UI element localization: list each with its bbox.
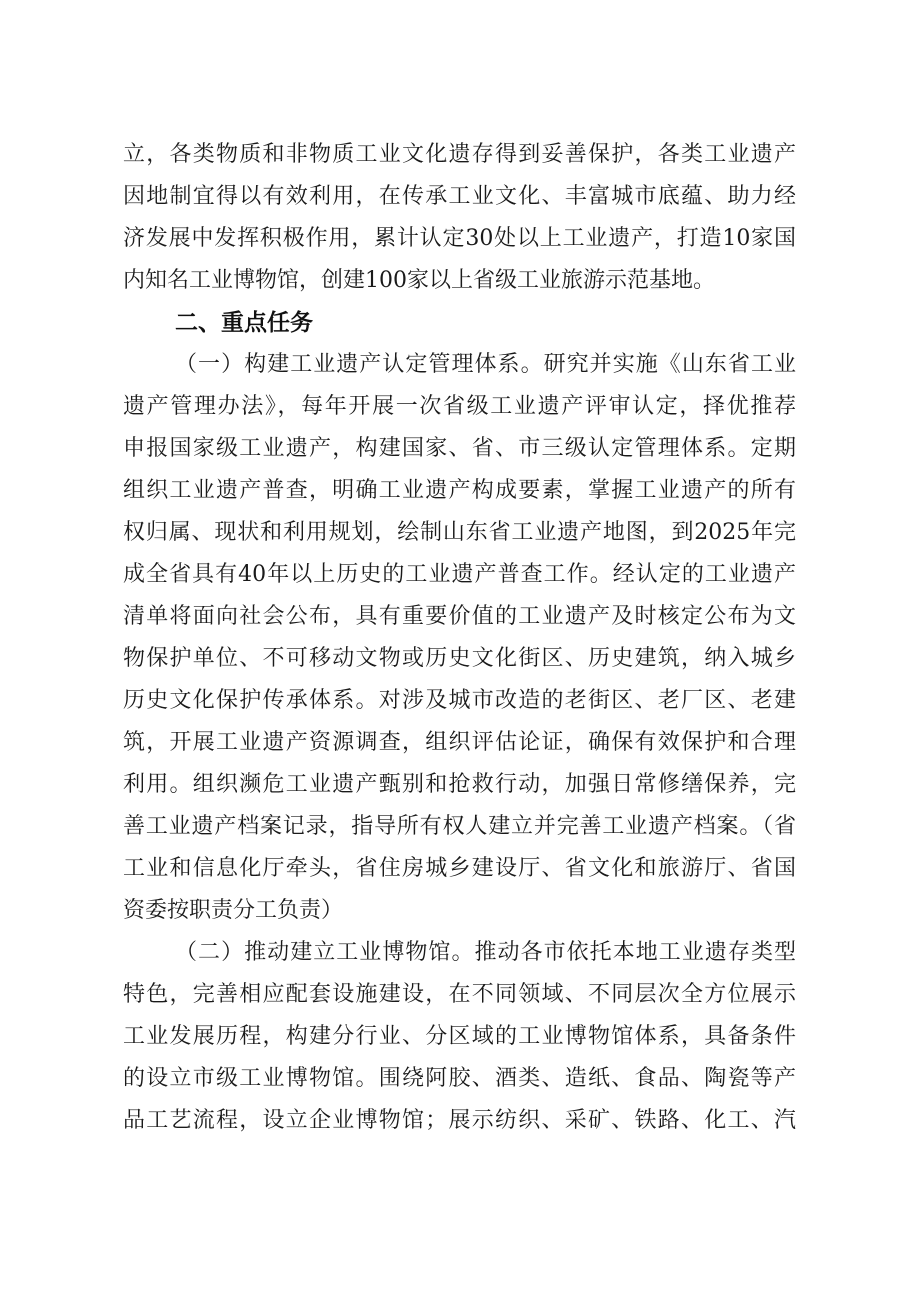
text-line: 清单将面向社会公布，具有重要价值的工业遗产及时核定公布为文 xyxy=(123,604,796,629)
text-line: 工业发展历程，构建分行业、分区域的工业博物馆体系，具备条件 xyxy=(123,1024,796,1049)
text-line: 工业和信息化厅牵头，省住房城乡建设厅、省文化和旅游厅、省国 xyxy=(123,856,796,881)
task-paragraph-2 xyxy=(123,932,796,1142)
text-line: 立，各类物质和非物质工业文化遗存得到妥善保护，各类工业遗产 xyxy=(123,142,796,167)
intro-paragraph xyxy=(123,134,796,302)
document-body xyxy=(123,134,796,1142)
text-line: 的设立市级工业博物馆。围绕阿胶、酒类、造纸、食品、陶瓷等产 xyxy=(123,1066,796,1091)
text-line: 成全省具有40年以上历史的工业遗产普查工作。经认定的工业遗产 xyxy=(123,562,796,587)
text-line: 历史文化保护传承体系。对涉及城市改造的老街区、老厂区、老建 xyxy=(123,688,796,713)
text-line: 筑，开展工业遗产资源调查，组织评估论证，确保有效保护和合理 xyxy=(123,730,796,755)
text-line: 利用。组织濒危工业遗产甄别和抢救行动，加强日常修缮保养，完 xyxy=(123,772,796,797)
text-line: 济发展中发挥积极作用，累计认定30处以上工业遗产，打造10家国 xyxy=(123,226,796,251)
text-line: 遗产管理办法》，每年开展一次省级工业遗产评审认定，择优推荐 xyxy=(123,394,796,419)
text-line: （一）构建工业遗产认定管理体系。研究并实施《山东省工业 xyxy=(175,352,796,377)
section-heading: 二、重点任务 xyxy=(175,310,313,336)
text-line: 物保护单位、不可移动文物或历史文化街区、历史建筑，纳入城乡 xyxy=(123,646,796,671)
text-line: （二）推动建立工业博物馆。推动各市依托本地工业遗存类型 xyxy=(175,940,796,965)
text-line: 申报国家级工业遗产，构建国家、省、市三级认定管理体系。定期 xyxy=(123,436,796,461)
task-paragraph-1 xyxy=(123,344,796,932)
text-line: 组织工业遗产普查，明确工业遗产构成要素，掌握工业遗产的所有 xyxy=(123,478,796,503)
text-line: 特色，完善相应配套设施建设，在不同领域、不同层次全方位展示 xyxy=(123,982,796,1007)
text-line: 善工业遗产档案记录，指导所有权人建立并完善工业遗产档案。（省 xyxy=(123,814,796,839)
text-line: 权归属、现状和利用规划，绘制山东省工业遗产地图，到2025年完 xyxy=(123,520,796,545)
text-line: 资委按职责分工负责） xyxy=(123,898,344,923)
text-line: 因地制宜得以有效利用，在传承工业文化、丰富城市底蕴、助力经 xyxy=(123,184,796,209)
text-line: 品工艺流程，设立企业博物馆；展示纺织、采矿、铁路、化工、汽 xyxy=(123,1108,796,1133)
text-line: 内知名工业博物馆，创建100家以上省级工业旅游示范基地。 xyxy=(123,268,715,293)
